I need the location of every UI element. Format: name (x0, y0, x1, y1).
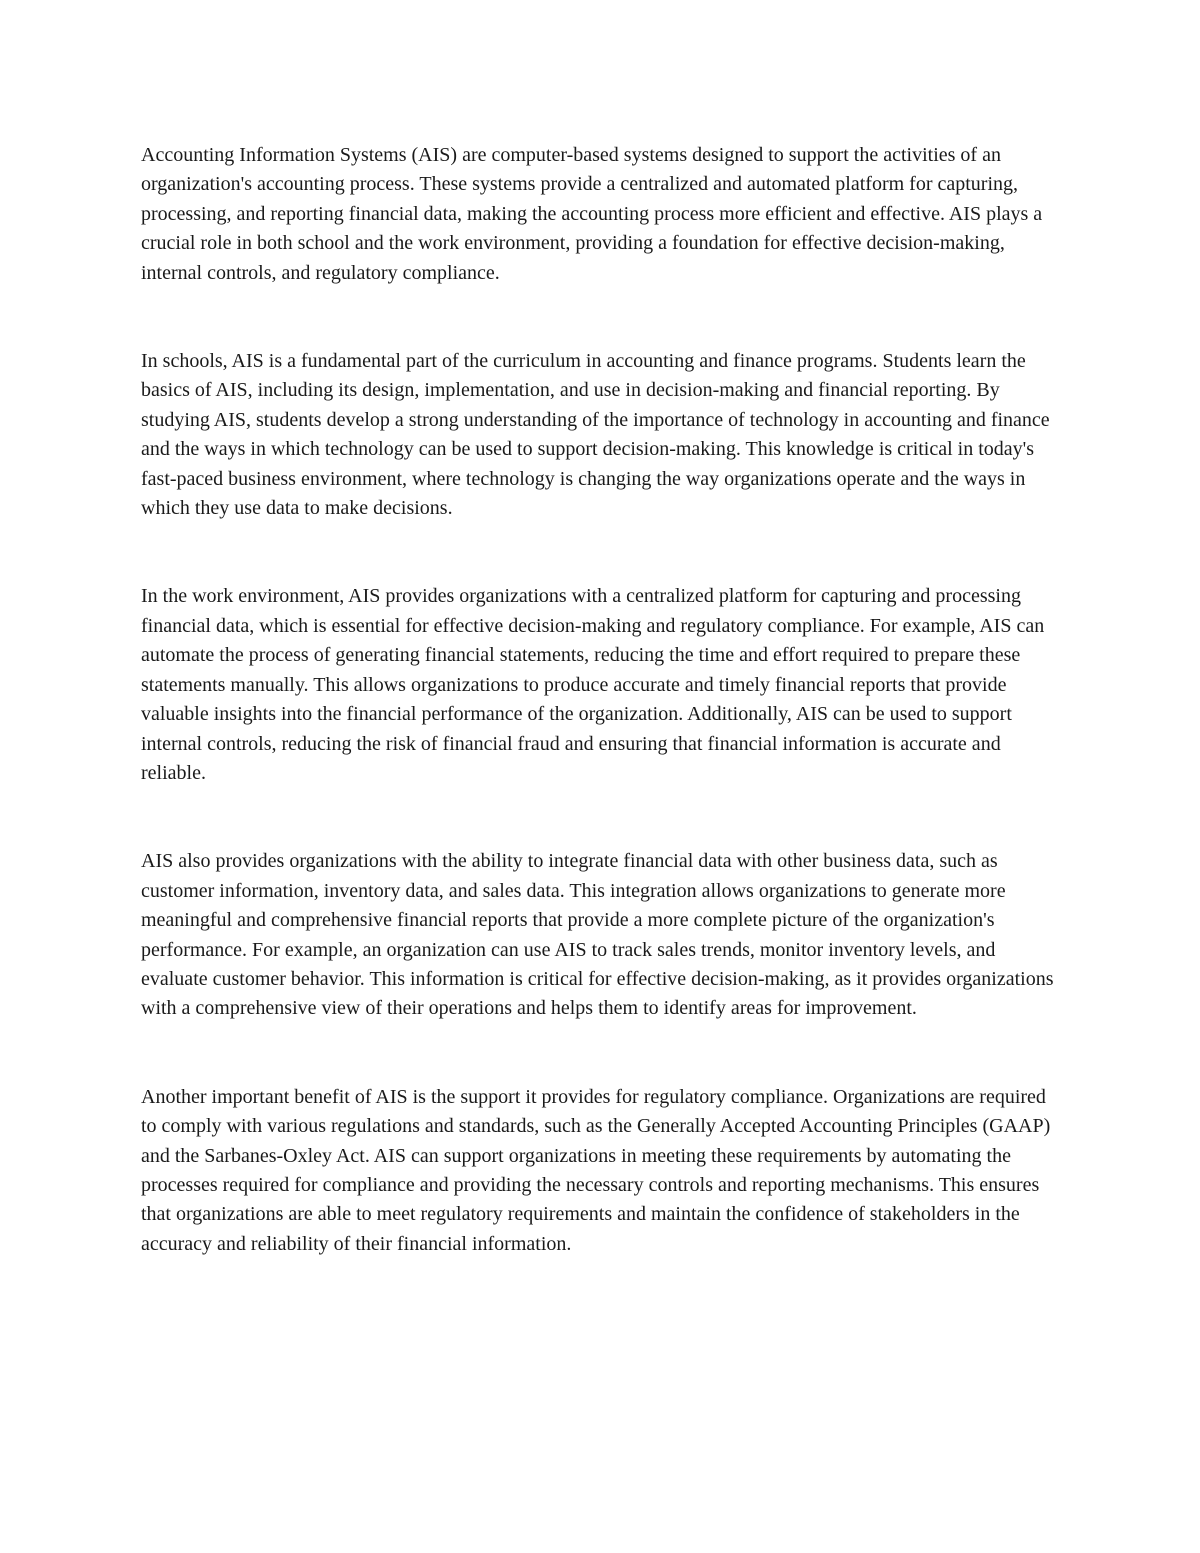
paragraph-ais-in-work-environment: In the work environment, AIS provides organizations with a centralized platform for capturing and processing financial data, which is essential for effective decision-making and regulatory compliance. For example, AIS can automate the process of generating financial statements, reducing the time and effort required to prepare these statements manually. This allows organizations to produce accurate and timely financial reports that provide valuable insights into the financial performance of the organization. Additionally, AIS can be used to support internal controls, reducing the risk of financial fraud and ensuring that financial information is accurate and reliable. (141, 585, 1045, 784)
paragraph-ais-in-schools: In schools, AIS is a fundamental part of the curriculum in accounting and finance programs. Students learn the basics of AIS, including its design, implementation, and use in decision-making and financial reporting. By studying AIS, students develop a strong understanding of the importance of technology in accounting and finance and the ways in which technology can be used to support decision-making. This knowledge is critical in today's fast-paced business environment, where technology is changing the way organizations operate and the ways in which they use data to make decisions. (141, 350, 1050, 520)
paragraph-ais-introduction: Accounting Information Systems (AIS) are computer-based systems designed to support the activities of an organization's accounting process. These systems provide a centralized and automated platform for capturing, processing, and reporting financial data, making the accounting process more efficient and effective. AIS plays a crucial role in both school and the work environment, providing a foundation for effective decision-making, internal controls, and regulatory compliance. (141, 144, 1043, 284)
document-body (141, 141, 1066, 1259)
paragraph-ais-regulatory-compliance: Another important benefit of AIS is the support it provides for regulatory compliance. Organizations are required to comply with various regulations and standards, such as the Generally Accepted Accounting Principles (GAAP) and the Sarbanes-Oxley Act. AIS can support organizations in meeting these requirements by automating the processes required for compliance and providing the necessary controls and reporting mechanisms. This ensures that organizations are able to meet regulatory requirements and maintain the confidence of stakeholders in the accuracy and reliability of their financial information. (141, 1085, 1051, 1255)
paragraph-ais-data-integration: AIS also provides organizations with the ability to integrate financial data with other business data, such as customer information, inventory data, and sales data. This integration allows organizations to generate more meaningful and comprehensive financial reports that provide a more complete picture of the organization's performance. For example, an organization can use AIS to track sales trends, monitor inventory levels, and evaluate customer behavior. This information is critical for effective decision-making, as it provides organizations with a comprehensive view of their operations and helps them to identify areas for improvement. (141, 850, 1054, 1020)
